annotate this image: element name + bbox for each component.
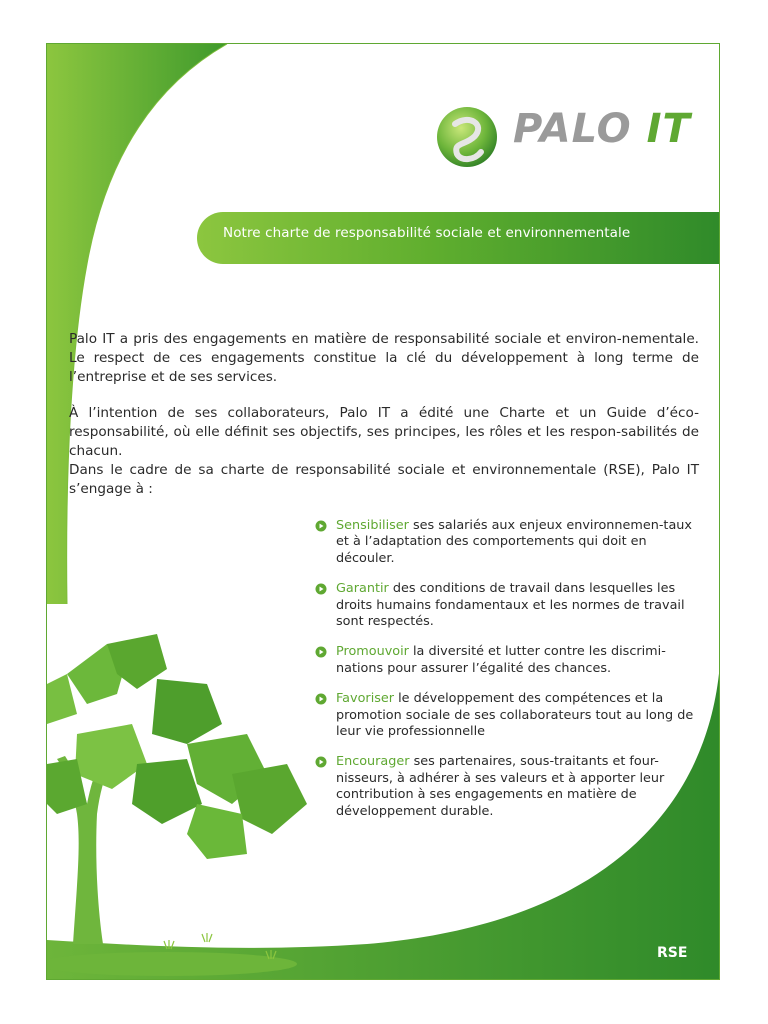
commitment-text: des conditions de travail dans lesquelles les droits humains fondamentaux et les normes de travail sont respectés. [336,581,685,630]
commitment-text: la diversité et lutter contre les discrimi-nations pour assurer l’égalité des chances. [336,644,666,676]
list-item [315,644,707,677]
arrow-bullet-icon [315,756,327,768]
arrow-bullet-icon [315,693,327,705]
list-item [315,581,707,630]
commitment-text: ses salariés aux enjeux environnemen-taux et à l’adaptation des comportements qui doit en découler. [336,518,692,566]
intro-text [69,330,699,498]
intro-paragraph-1: Palo IT a pris des engagements en matière de responsabilité sociale et environ-nementale. Le respect de ces engagements constitue la clé du développement à long terme de l’entreprise et de ses services. [69,331,699,385]
list-item [315,518,707,567]
banner-title: Notre charte de responsabilité sociale et environnementale [223,225,631,241]
arrow-bullet-icon [315,646,327,658]
logo-wordmark [513,106,691,152]
commitment-key: Sensibiliser [336,518,409,533]
list-item [315,691,707,740]
commitment-key: Encourager [336,754,410,770]
green-curve-background [47,44,720,980]
intro-paragraph-2: À l’intention de ses collaborateurs, Palo IT a édité une Charte et un Guide d’éco-responsabilité, où elle définit ses objectifs, ses principes, les rôles et les respon-sabilités de chacun. [69,405,699,459]
arrow-bullet-icon [315,583,327,595]
footer-label: RSE [657,945,688,961]
commitment-text: ses partenaires, sous-traitants et four-nisseurs, à adhérer à ses valeurs et à apporter leur contribution à ses engagements en matière de développement durable. [336,754,665,819]
logo-suffix: IT [646,106,691,152]
commitment-text: le développement des compétences et la promotion sociale de ses collaborateurs tout au long de leur vie professionnelle [336,691,694,740]
document-page [46,43,720,980]
intro-paragraph-3: Dans le cadre de sa charte de responsabilité sociale et environnementale (RSE), Palo IT s’engage à : [69,461,699,497]
tree-illustration [47,634,307,976]
list-item [315,754,707,820]
commitment-key: Promouvoir [336,644,409,660]
commitment-key: Favoriser [336,691,395,707]
logo-prefix: PALO [513,106,632,152]
commitment-key: Garantir [336,581,389,597]
arrow-bullet-icon [315,520,327,532]
commitments-list [315,518,707,834]
